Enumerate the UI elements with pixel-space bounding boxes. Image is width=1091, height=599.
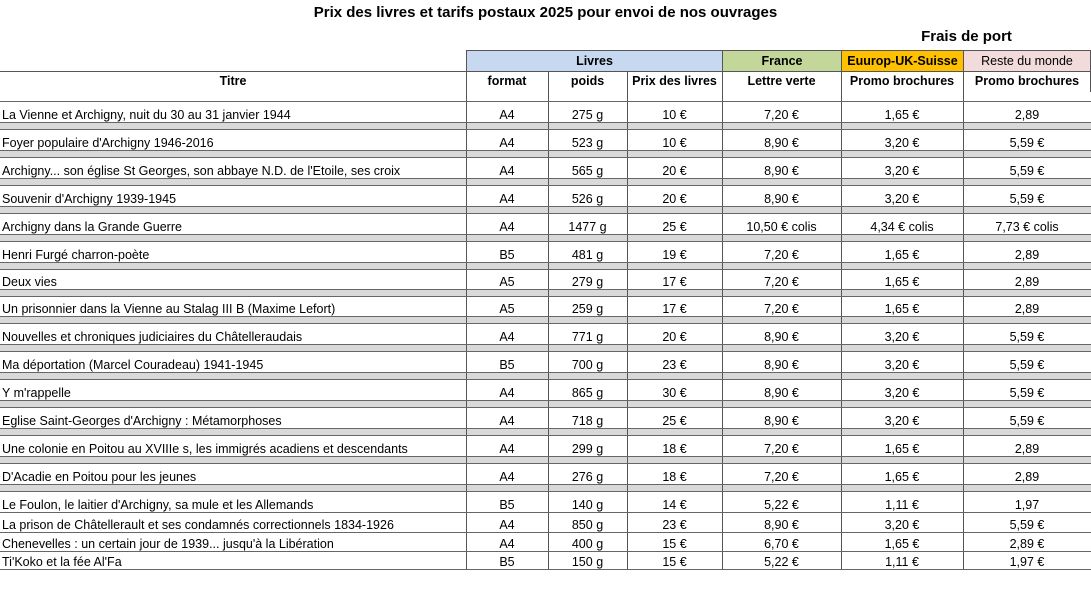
group-monde-label: Reste du monde — [981, 54, 1073, 68]
table-row — [0, 463, 1091, 484]
cell-monde: 2,89 € — [963, 532, 1091, 551]
cell-france: 6,70 € — [722, 532, 841, 551]
cell-prix: 20 € — [627, 185, 722, 206]
table-row — [0, 407, 1091, 428]
cell-format: A5 — [466, 269, 548, 289]
group-europe-label: Euurop-UK-Suisse — [847, 54, 958, 68]
cell-prix: 23 € — [627, 351, 722, 372]
cell-poids: 279 g — [548, 269, 627, 289]
table-row — [0, 101, 1091, 122]
cell-france: 7,20 € — [722, 269, 841, 289]
cell-poids: 771 g — [548, 323, 627, 344]
cell-titre: Foyer populaire d'Archigny 1946-2016 — [0, 129, 466, 150]
cell-titre: Le Foulon, le laitier d'Archigny, sa mule et les Allemands — [0, 491, 466, 512]
cell-france: 7,20 € — [722, 296, 841, 316]
cell-france: 8,90 € — [722, 129, 841, 150]
cell-prix: 20 € — [627, 157, 722, 178]
cell-format: A4 — [466, 407, 548, 428]
header-france: Lettre verte — [747, 74, 816, 88]
cell-format: A4 — [466, 157, 548, 178]
cell-format: A4 — [466, 532, 548, 551]
table-row — [0, 532, 1091, 551]
cell-prix: 10 € — [627, 129, 722, 150]
cell-format: B5 — [466, 551, 548, 569]
header-poids: poids — [570, 74, 605, 88]
cell-poids: 400 g — [548, 532, 627, 551]
cell-prix: 14 € — [627, 491, 722, 512]
table-row — [0, 185, 1091, 206]
cell-europe: 1,11 € — [841, 491, 963, 512]
cell-france: 8,90 € — [722, 379, 841, 400]
cell-europe: 1,65 € — [841, 241, 963, 262]
cell-poids: 865 g — [548, 379, 627, 400]
cell-poids: 850 g — [548, 512, 627, 532]
cell-monde: 2,89 — [963, 101, 1091, 122]
cell-france: 8,90 € — [722, 185, 841, 206]
cell-france: 7,20 € — [722, 241, 841, 262]
cell-monde: 2,89 — [963, 241, 1091, 262]
group-livres — [466, 50, 722, 71]
cell-format: A4 — [466, 185, 548, 206]
group-france-label: France — [761, 54, 803, 68]
header-monde: Promo brochures — [974, 74, 1080, 88]
cell-prix: 10 € — [627, 101, 722, 122]
cell-titre: Eglise Saint-Georges d'Archigny : Métamorphoses — [0, 407, 466, 428]
cell-poids: 259 g — [548, 296, 627, 316]
cell-europe: 3,20 € — [841, 407, 963, 428]
cell-titre: Chenevelles : un certain jour de 1939... jusqu'à la Libération — [0, 532, 466, 551]
cell-poids: 140 g — [548, 491, 627, 512]
cell-titre: Ma déportation (Marcel Couradeau) 1941-1945 — [0, 351, 466, 372]
cell-titre: Ti'Koko et la fée Al'Fa — [0, 551, 466, 569]
cell-europe: 1,65 € — [841, 296, 963, 316]
cell-europe: 3,20 € — [841, 512, 963, 532]
cell-poids: 150 g — [548, 551, 627, 569]
cell-france: 8,90 € — [722, 407, 841, 428]
table-row — [0, 296, 1091, 316]
cell-prix: 20 € — [627, 323, 722, 344]
cell-poids: 700 g — [548, 351, 627, 372]
cell-titre: Une colonie en Poitou au XVIIIe s, les immigrés acadiens et descendants — [0, 435, 466, 456]
cell-format: B5 — [466, 241, 548, 262]
cell-monde: 5,59 € — [963, 185, 1091, 206]
cell-monde: 5,59 € — [963, 407, 1091, 428]
cell-france: 7,20 € — [722, 463, 841, 484]
cell-europe: 1,65 € — [841, 101, 963, 122]
cell-prix: 17 € — [627, 269, 722, 289]
cell-europe: 3,20 € — [841, 323, 963, 344]
cell-europe: 1,65 € — [841, 435, 963, 456]
table-row — [0, 157, 1091, 178]
cell-monde: 1,97 € — [963, 551, 1091, 569]
cell-prix: 25 € — [627, 407, 722, 428]
cell-titre: Henri Furgé charron-poète — [0, 241, 466, 262]
table-row — [0, 551, 1091, 569]
cell-monde: 5,59 € — [963, 512, 1091, 532]
cell-monde: 5,59 € — [963, 157, 1091, 178]
cell-titre: Archigny... son église St Georges, son abbaye N.D. de l'Etoile, ses croix — [0, 157, 466, 178]
cell-france: 7,20 € — [722, 435, 841, 456]
cell-prix: 18 € — [627, 463, 722, 484]
cell-france: 7,20 € — [722, 101, 841, 122]
table-row — [0, 323, 1091, 344]
table-row — [0, 129, 1091, 150]
cell-monde: 2,89 — [963, 463, 1091, 484]
cell-titre: La prison de Châtellerault et ses condamnés correctionnels 1834-1926 — [0, 512, 466, 532]
cell-prix: 23 € — [627, 512, 722, 532]
cell-titre: Archigny dans la Grande Guerre — [0, 213, 466, 234]
cell-titre: D'Acadie en Poitou pour les jeunes — [0, 463, 466, 484]
cell-france: 8,90 € — [722, 323, 841, 344]
cell-format: A4 — [466, 101, 548, 122]
cell-format: A4 — [466, 129, 548, 150]
cell-poids: 481 g — [548, 241, 627, 262]
cell-france: 8,90 € — [722, 512, 841, 532]
cell-europe: 3,20 € — [841, 379, 963, 400]
group-monde — [963, 50, 1091, 71]
cell-monde: 5,59 € — [963, 129, 1091, 150]
cell-poids: 718 g — [548, 407, 627, 428]
group-france — [722, 50, 841, 71]
table-row — [0, 351, 1091, 372]
cell-titre: Y m'rappelle — [0, 379, 466, 400]
cell-poids: 565 g — [548, 157, 627, 178]
cell-poids: 526 g — [548, 185, 627, 206]
cell-format: A4 — [466, 323, 548, 344]
cell-monde: 1,97 — [963, 491, 1091, 512]
cell-europe: 3,20 € — [841, 185, 963, 206]
cell-france: 5,22 € — [722, 491, 841, 512]
cell-europe: 3,20 € — [841, 157, 963, 178]
cell-monde: 2,89 — [963, 269, 1091, 289]
cell-titre: Un prisonnier dans la Vienne au Stalag III B (Maxime Lefort) — [0, 296, 466, 316]
cell-france: 5,22 € — [722, 551, 841, 569]
cell-europe: 3,20 € — [841, 129, 963, 150]
books-table — [0, 92, 1091, 570]
cell-format: B5 — [466, 491, 548, 512]
cell-format: A4 — [466, 213, 548, 234]
group-livres-label: Livres — [576, 54, 613, 68]
table-row — [0, 269, 1091, 289]
cell-format: A4 — [466, 512, 548, 532]
group-europe — [841, 50, 963, 71]
header-europe: Promo brochures — [849, 74, 955, 88]
cell-format: A4 — [466, 379, 548, 400]
cell-poids: 523 g — [548, 129, 627, 150]
table-row — [0, 491, 1091, 512]
cell-monde: 2,89 — [963, 435, 1091, 456]
cell-titre: Souvenir d'Archigny 1939-1945 — [0, 185, 466, 206]
cell-titre: La Vienne et Archigny, nuit du 30 au 31 janvier 1944 — [0, 101, 466, 122]
cell-poids: 1477 g — [548, 213, 627, 234]
cell-prix: 30 € — [627, 379, 722, 400]
table-row — [0, 241, 1091, 262]
cell-prix: 15 € — [627, 532, 722, 551]
cell-format: B5 — [466, 351, 548, 372]
header-titre: Titre — [219, 74, 247, 88]
cell-titre: Nouvelles et chroniques judiciaires du Châtelleraudais — [0, 323, 466, 344]
cell-europe: 1,65 € — [841, 269, 963, 289]
cell-format: A4 — [466, 463, 548, 484]
cell-format: A5 — [466, 296, 548, 316]
cell-france: 8,90 € — [722, 157, 841, 178]
cell-prix: 19 € — [627, 241, 722, 262]
sheet-title: Prix des livres et tarifs postaux 2025 pour envoi de nos ouvrages — [313, 4, 778, 21]
cell-prix: 17 € — [627, 296, 722, 316]
cell-prix: 18 € — [627, 435, 722, 456]
cell-europe: 1,65 € — [841, 532, 963, 551]
cell-monde: 5,59 € — [963, 351, 1091, 372]
cell-europe: 3,20 € — [841, 351, 963, 372]
cell-monde: 2,89 — [963, 296, 1091, 316]
cell-prix: 25 € — [627, 213, 722, 234]
cell-monde: 5,59 € — [963, 323, 1091, 344]
table-row — [0, 379, 1091, 400]
cell-europe: 4,34 € colis — [841, 213, 963, 234]
cell-poids: 275 g — [548, 101, 627, 122]
cell-europe: 1,65 € — [841, 463, 963, 484]
table-row — [0, 512, 1091, 532]
header-format: format — [487, 74, 527, 88]
frais-de-port-heading: Frais de port — [921, 28, 1012, 45]
table-row — [0, 213, 1091, 234]
table-row — [0, 435, 1091, 456]
header-prix: Prix des livres — [632, 74, 717, 88]
cell-poids: 276 g — [548, 463, 627, 484]
cell-monde: 7,73 € colis — [963, 213, 1091, 234]
cell-europe: 1,11 € — [841, 551, 963, 569]
cell-prix: 15 € — [627, 551, 722, 569]
cell-france: 10,50 € colis — [722, 213, 841, 234]
cell-poids: 299 g — [548, 435, 627, 456]
cell-monde: 5,59 € — [963, 379, 1091, 400]
cell-france: 8,90 € — [722, 351, 841, 372]
cell-format: A4 — [466, 435, 548, 456]
cell-titre: Deux vies — [0, 269, 466, 289]
